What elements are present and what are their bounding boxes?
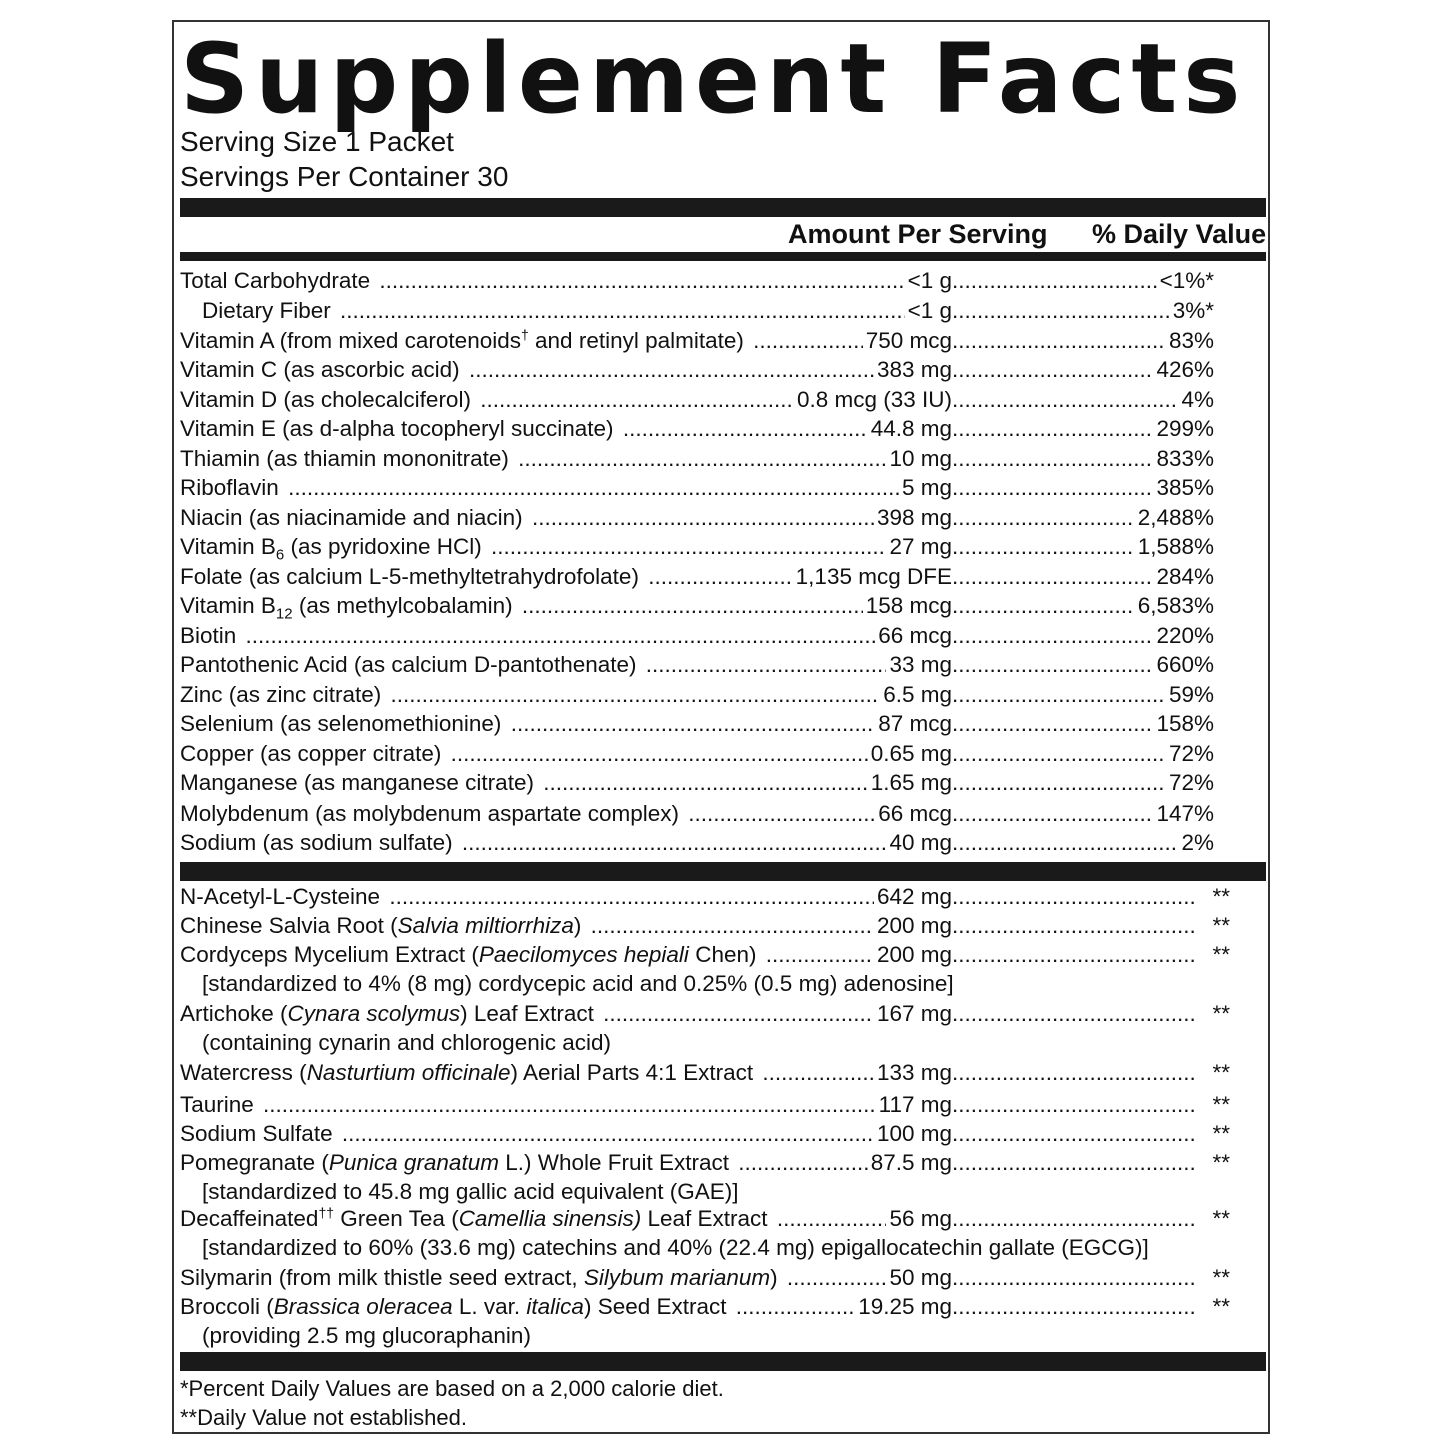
name-text: Broccoli ( (180, 1294, 274, 1319)
ingredient-name (180, 1121, 336, 1146)
amount-per-serving-header: Amount Per Serving (788, 219, 1048, 249)
name-text: ) (770, 1265, 778, 1290)
daily-value: ** (1209, 911, 1230, 941)
amount-value: 200 mg (874, 911, 952, 941)
dot-leader (952, 1263, 1194, 1293)
daily-value: 3%* (1170, 296, 1214, 326)
name-text: Dietary Fiber (202, 298, 331, 323)
ingredient-name (180, 801, 682, 826)
row-name (180, 266, 952, 296)
name-text: ) Aerial Parts 4:1 Extract (510, 1060, 754, 1085)
daily-value: 59% (1166, 680, 1214, 710)
name-text: Vitamin C (as ascorbic acid) (180, 357, 460, 382)
row-name (180, 1058, 952, 1088)
row-name (180, 473, 952, 503)
daily-value: 426% (1153, 355, 1214, 385)
amount-value: 158 mcg (863, 591, 952, 621)
name-text: Cordyceps Mycelium Extract ( (180, 942, 479, 967)
ingredient-row (180, 1292, 1266, 1322)
amount-value: 0.65 mg (868, 739, 952, 769)
daily-value: ** (1209, 1263, 1230, 1293)
amount-value: 0.8 mcg (33 IU) (794, 385, 952, 415)
amount-value: <1 g (905, 296, 952, 326)
ingredient-name (180, 387, 474, 412)
dot-leader (952, 1292, 1194, 1322)
daily-value: 158% (1153, 709, 1214, 739)
dot-leader (952, 1090, 1194, 1120)
ingredient-row (180, 1119, 1266, 1149)
amount-value: 10 mg (886, 444, 952, 474)
name-text: Taurine (180, 1092, 254, 1117)
row-name (180, 911, 952, 941)
ingredient-note: [standardized to 45.8 mg gallic acid equivalent (GAE)] (202, 1179, 739, 1204)
ingredient-name (180, 682, 384, 707)
dot-leader (952, 1204, 1194, 1234)
amount-value: 40 mg (886, 828, 952, 858)
nutrient-row (180, 326, 1266, 356)
row-name (180, 739, 952, 769)
amount-value: 133 mg (874, 1058, 952, 1088)
nutrient-row (180, 768, 1266, 798)
row-name (180, 828, 952, 858)
name-text: Chinese Salvia Root ( (180, 913, 398, 938)
ingredient-name (180, 770, 537, 795)
row-name (180, 882, 952, 912)
daily-value: <1%* (1157, 266, 1214, 296)
ingredient-name (180, 652, 640, 677)
ingredient-name (180, 328, 747, 353)
name-text: Riboflavin (180, 475, 279, 500)
name-text: Copper (as copper citrate) (180, 741, 442, 766)
name-text: Vitamin B (180, 534, 276, 559)
ingredient-name (202, 298, 334, 323)
daily-value: 83% (1166, 326, 1214, 356)
panel-title: Supplement Facts (180, 23, 1247, 135)
daily-value: 1,588% (1135, 532, 1214, 562)
dot-leader (952, 940, 1194, 970)
name-text: Thiamin (as thiamin mononitrate) (180, 446, 509, 471)
row-name (180, 999, 952, 1029)
amount-value: 27 mg (886, 532, 952, 562)
ingredient-name (180, 564, 642, 589)
ingredient-name (180, 593, 516, 621)
amount-value: 66 mcg (875, 621, 952, 651)
latin-name: Camellia sinensis) (458, 1206, 642, 1231)
latin-name: Punica granatum (328, 1150, 499, 1175)
name-text: Sodium (as sodium sulfate) (180, 830, 453, 855)
daily-value: ** (1209, 1292, 1230, 1322)
row-name (180, 326, 952, 356)
amount-value: 1.65 mg (868, 768, 952, 798)
latin-name: Silybum marianum (583, 1265, 771, 1290)
nutrient-row (180, 385, 1266, 415)
ingredient-name (180, 446, 512, 471)
amount-value: 66 mcg (875, 799, 952, 829)
dot-leader (952, 385, 1214, 415)
ingredient-name (180, 942, 759, 967)
name-text: Molybdenum (as molybdenum aspartate complex) (180, 801, 679, 826)
name-text: ) (573, 913, 582, 938)
dot-leader (952, 882, 1194, 912)
servings-per-container: Servings Per Container 30 (180, 161, 509, 192)
amount-value: 50 mg (886, 1263, 952, 1293)
ingredient-name (180, 1092, 257, 1117)
ingredient-name (180, 1150, 732, 1175)
amount-value: 56 mg (886, 1204, 952, 1234)
name-text: Vitamin A (from mixed carotenoids (180, 328, 521, 353)
ingredient-name (180, 1001, 597, 1026)
daily-value: 6,583% (1135, 591, 1214, 621)
ingredient-name (180, 505, 526, 530)
ingredient-row (180, 1090, 1266, 1120)
ingredient-row (180, 1148, 1266, 1178)
name-text: Niacin (as niacinamide and niacin) (180, 505, 523, 530)
name-text: ) Leaf Extract (460, 1001, 594, 1026)
latin-name: Nasturtium officinale (306, 1060, 511, 1085)
ingredient-name (180, 1060, 756, 1085)
name-text: Leaf Extract (641, 1206, 768, 1231)
ingredient-name (180, 416, 617, 441)
amount-value: 44.8 mg (868, 414, 952, 444)
amount-value: 87 mcg (875, 709, 952, 739)
amount-value: 200 mg (874, 940, 952, 970)
ingredient-name (180, 913, 584, 938)
nutrient-row (180, 828, 1266, 858)
name-text: Vitamin B (180, 593, 276, 618)
daily-value: ** (1209, 1119, 1230, 1149)
dot-leader (952, 1119, 1194, 1149)
row-name (180, 709, 952, 739)
name-text: Sodium Sulfate (180, 1121, 333, 1146)
footnote-dv: *Percent Daily Values are based on a 2,000 calorie diet. (180, 1376, 724, 1401)
ingredient-name (180, 623, 239, 648)
name-text: Decaffeinated (180, 1206, 319, 1231)
amount-value: 383 mg (874, 355, 952, 385)
subscript-number: 12 (275, 605, 293, 621)
daily-value: 220% (1153, 621, 1214, 651)
latin-name: Cynara scolymus (287, 1001, 461, 1026)
amount-value: 750 mcg (863, 326, 952, 356)
dot-leader (952, 911, 1194, 941)
thick-divider (180, 1352, 1266, 1371)
name-text: (as pyridoxine HCl) (284, 534, 482, 559)
thick-divider (180, 862, 1266, 881)
dot-leader (952, 828, 1214, 858)
nutrient-row (180, 650, 1266, 680)
daily-value-header: % Daily Value (1092, 219, 1267, 249)
row-name (180, 1148, 952, 1178)
latin-name: Salvia miltiorrhiza (397, 913, 574, 938)
row-name (180, 650, 952, 680)
nutrient-row (180, 503, 1266, 533)
superscript-mark: † (520, 326, 529, 343)
amount-value: 398 mg (874, 503, 952, 533)
daily-value: 385% (1153, 473, 1214, 503)
ingredient-row (180, 1263, 1266, 1293)
nutrient-row (180, 266, 1266, 296)
ingredient-name (180, 1206, 771, 1231)
daily-value: ** (1209, 1204, 1230, 1234)
nutrient-row (180, 621, 1266, 651)
name-text: Chen) (688, 942, 757, 967)
dot-leader (952, 1058, 1194, 1088)
name-text: Selenium (as selenomethionine) (180, 711, 502, 736)
serving-size: Serving Size 1 Packet (180, 126, 454, 157)
name-text: Vitamin D (as cholecalciferol) (180, 387, 471, 412)
latin-name: Paecilomyces hepiali (478, 942, 689, 967)
daily-value: 2,488% (1135, 503, 1214, 533)
ingredient-row (180, 999, 1266, 1029)
amount-value: 1,135 mcg DFE (793, 562, 952, 592)
daily-value: ** (1209, 882, 1230, 912)
name-text: Biotin (180, 623, 237, 648)
superscript-mark: †† (318, 1204, 335, 1221)
nutrient-row (180, 355, 1266, 385)
nutrient-row (180, 532, 1266, 562)
ingredient-row (180, 1058, 1266, 1088)
ingredient-name (180, 268, 373, 293)
amount-value: 5 mg (899, 473, 952, 503)
amount-value: 33 mg (886, 650, 952, 680)
daily-value: 72% (1166, 768, 1214, 798)
row-name (180, 1119, 952, 1149)
row-name (180, 768, 952, 798)
ingredient-row (180, 1204, 1266, 1234)
row-name (180, 355, 952, 385)
row-name (180, 1090, 952, 1120)
footnote-not-established: **Daily Value not established. (180, 1405, 467, 1430)
row-name (180, 940, 952, 970)
ingredient-name (180, 884, 383, 909)
ingredient-note: [standardized to 4% (8 mg) cordycepic acid and 0.25% (0.5 mg) adenosine] (202, 971, 954, 996)
nutrient-row (180, 799, 1266, 829)
ingredient-name (180, 1265, 781, 1290)
name-text: ) Seed Extract (583, 1294, 727, 1319)
amount-value: 167 mg (874, 999, 952, 1029)
row-name (180, 621, 952, 651)
supplement-facts-panel (172, 20, 1270, 1434)
medium-divider (180, 252, 1266, 261)
ingredient-name (180, 475, 282, 500)
row-name (202, 296, 952, 326)
daily-value: 284% (1153, 562, 1214, 592)
name-text: Zinc (as zinc citrate) (180, 682, 382, 707)
nutrient-row (180, 296, 1266, 326)
ingredient-note: (containing cynarin and chlorogenic acid) (202, 1030, 611, 1055)
latin-name: Brassica oleracea (273, 1294, 453, 1319)
row-name (180, 1292, 952, 1322)
daily-value: ** (1209, 1058, 1230, 1088)
ingredient-row (180, 882, 1266, 912)
daily-value: 299% (1153, 414, 1214, 444)
amount-value: 19.25 mg (855, 1292, 952, 1322)
amount-value: <1 g (905, 266, 952, 296)
daily-value: ** (1209, 1090, 1230, 1120)
name-text: Vitamin E (as d-alpha tocopheryl succinate) (180, 416, 614, 441)
daily-value: ** (1209, 1148, 1230, 1178)
daily-value: 660% (1153, 650, 1214, 680)
row-name (180, 1204, 952, 1234)
name-text: Manganese (as manganese citrate) (180, 770, 534, 795)
ingredient-note: [standardized to 60% (33.6 mg) catechins and 40% (22.4 mg) epigallocatechin gallate (EGCG)] (202, 1235, 1149, 1260)
nutrient-row (180, 591, 1266, 621)
row-name (180, 1263, 952, 1293)
name-text: Total Carbohydrate (180, 268, 371, 293)
daily-value: ** (1209, 999, 1230, 1029)
amount-value: 100 mg (874, 1119, 952, 1149)
name-text: (as methylcobalamin) (292, 593, 513, 618)
nutrient-row (180, 739, 1266, 769)
row-name (180, 680, 952, 710)
ingredient-note: (providing 2.5 mg glucoraphanin) (202, 1323, 531, 1348)
name-text: N-Acetyl-L-Cysteine (180, 884, 381, 909)
nutrient-row (180, 473, 1266, 503)
nutrient-row (180, 414, 1266, 444)
thick-divider (180, 198, 1266, 217)
name-text: Pantothenic Acid (as calcium D-pantothenate) (180, 652, 637, 677)
nutrient-row (180, 709, 1266, 739)
ingredient-name (180, 830, 456, 855)
nutrient-row (180, 562, 1266, 592)
daily-value: 72% (1166, 739, 1214, 769)
ingredient-name (180, 741, 444, 766)
amount-value: 117 mg (876, 1090, 952, 1120)
daily-value: 147% (1153, 799, 1214, 829)
dot-leader (952, 1148, 1194, 1178)
name-text: Folate (as calcium L-5-methyltetrahydrofolate) (180, 564, 639, 589)
row-name (180, 532, 952, 562)
ingredient-name (180, 357, 463, 382)
amount-value: 6.5 mg (880, 680, 952, 710)
name-text: L.) Whole Fruit Extract (498, 1150, 730, 1175)
ingredient-row (180, 911, 1266, 941)
dot-leader (952, 999, 1194, 1029)
row-name (180, 503, 952, 533)
name-text: Silymarin (from milk thistle seed extract, (180, 1265, 584, 1290)
amount-value: 87.5 mg (868, 1148, 952, 1178)
row-name (180, 799, 952, 829)
subscript-number: 6 (275, 546, 285, 562)
daily-value: ** (1209, 940, 1230, 970)
name-text: Artichoke ( (180, 1001, 288, 1026)
row-name (180, 591, 952, 621)
name-text: Watercress ( (180, 1060, 307, 1085)
amount-value: 642 mg (874, 882, 952, 912)
name-text: Green Tea ( (334, 1206, 459, 1231)
daily-value: 833% (1153, 444, 1214, 474)
name-text: Pomegranate ( (180, 1150, 329, 1175)
ingredient-name (180, 1294, 730, 1319)
nutrient-row (180, 444, 1266, 474)
row-name (180, 444, 952, 474)
daily-value: 2% (1178, 828, 1214, 858)
nutrient-row (180, 680, 1266, 710)
name-text: and retinyl palmitate) (528, 328, 744, 353)
row-name (180, 414, 952, 444)
name-text: L. var. (452, 1294, 527, 1319)
ingredient-name (180, 534, 485, 562)
ingredient-row (180, 940, 1266, 970)
daily-value: 4% (1178, 385, 1214, 415)
latin-name: italica (526, 1294, 584, 1319)
ingredient-name (180, 711, 504, 736)
